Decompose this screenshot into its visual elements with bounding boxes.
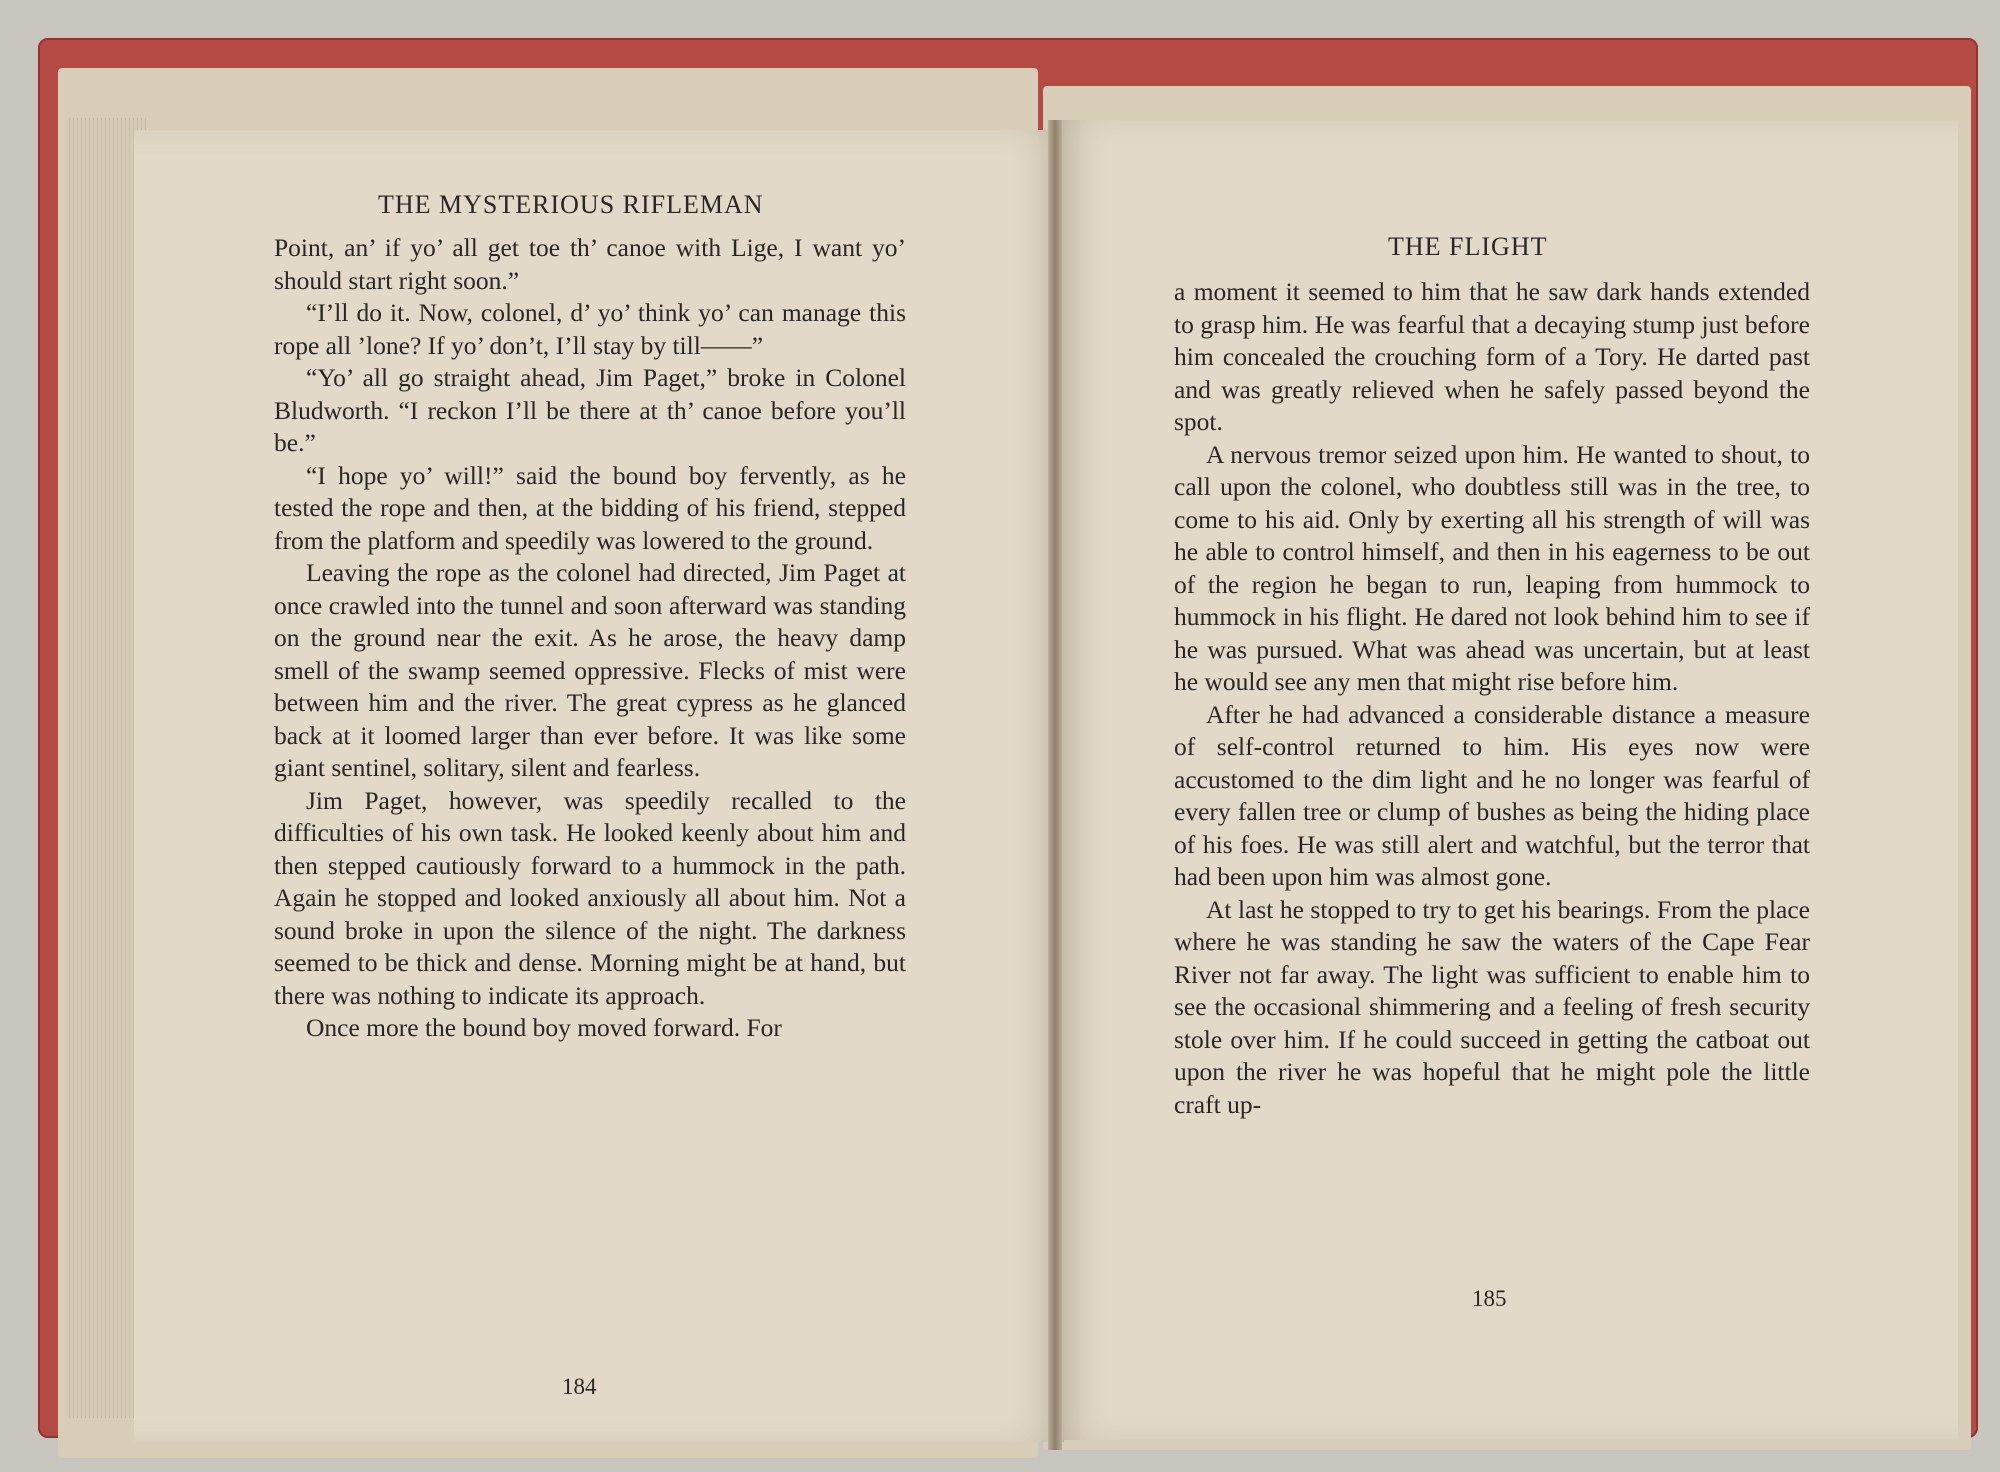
paragraph: Once more the bound boy moved forward. For [306, 1013, 782, 1042]
left-page [134, 130, 1064, 1442]
paragraph: a moment it seemed to him that he saw dark hands extended to grasp him. He was fearful that a decaying stump just before him concealed the crouching form of a Tory. He darted past and was greatly relieved when he safely passed beyond the spot. [1174, 277, 1810, 436]
right-page [1056, 120, 1958, 1440]
paragraph: Point, an’ if yo’ all get toe th’ canoe with Lige, I want yo’ should start right soon.” [274, 233, 906, 295]
paragraph: A nervous tremor seized upon him. He wanted to shout, to call upon the colonel, who doubtless still was in the tree, to come to his aid. Only by exerting all his strength of will was he able to control himself, and then in his eagerness to be out of the region he began to run, leaping from hummock to hummock in his flight. He dared not look behind him to see if he was pursued. What was ahead was uncertain, but at least he would see any men that might rise before him. [1174, 439, 1810, 696]
book-gutter [1048, 120, 1062, 1450]
paragraph: “I’ll do it. Now, colonel, d’ yo’ think yo’ can manage this rope all ’lone? If yo’ don’t, I’ll stay by till——” [274, 298, 906, 360]
paragraph: After he had advanced a considerable distance a measure of self-control returned to him. His eyes now were accustomed to the dim light and he no longer was fearful of every fallen tree or clump of bushes as being the hiding place of his foes. He was still alert and watchful, but the terror that had been upon him was almost gone. [1174, 699, 1810, 891]
page-number-right: 185 [1472, 1286, 1507, 1311]
paragraph: “I hope yo’ will!” said the bound boy fervently, as he tested the rope and then, at the bidding of his friend, stepped from the platform and speedily was lowered to the ground. [274, 460, 906, 555]
open-book [38, 28, 1978, 1448]
paragraph: At last he stopped to try to get his bearings. From the place where he was standing he saw the waters of the Cape Fear River not far away. The light was sufficient to enable him to see the occasional shimmering and a feeling of fresh security stole over him. If he could succeed in getting the catboat out upon the river he was hopeful that he might pole the little craft up- [1174, 894, 1810, 1119]
left-page-text [274, 232, 906, 1045]
right-page-text [1174, 276, 1810, 1121]
paragraph: Leaving the rope as the colonel had directed, Jim Paget at once crawled into the tunnel and soon afterward was standing on the ground near the exit. As he arose, the heavy damp smell of the swamp seemed oppressive. Flecks of mist were between him and the river. The great cypress as he glanced back at it loomed larger than ever before. It was like some giant sentinel, solitary, silent and fearless. [274, 558, 906, 782]
running-header-left: THE MYSTERIOUS RIFLEMAN [378, 190, 764, 219]
running-header-right: THE FLIGHT [1388, 232, 1548, 261]
paragraph: “Yo’ all go straight ahead, Jim Paget,” broke in Colonel Bludworth. “I reckon I’ll be there at th’ canoe before you’ll be.” [274, 363, 906, 457]
page-number-left: 184 [562, 1374, 597, 1399]
paragraph: Jim Paget, however, was speedily recalled to the difficulties of his own task. He looked keenly about him and then stepped cautiously forward to a hummock in the path. Again he stopped and looked anxiously all about him. Not a sound broke in upon the silence of the night. The darkness seemed to be thick and dense. Morning might be at hand, but there was nothing to indicate its approach. [274, 785, 906, 1010]
